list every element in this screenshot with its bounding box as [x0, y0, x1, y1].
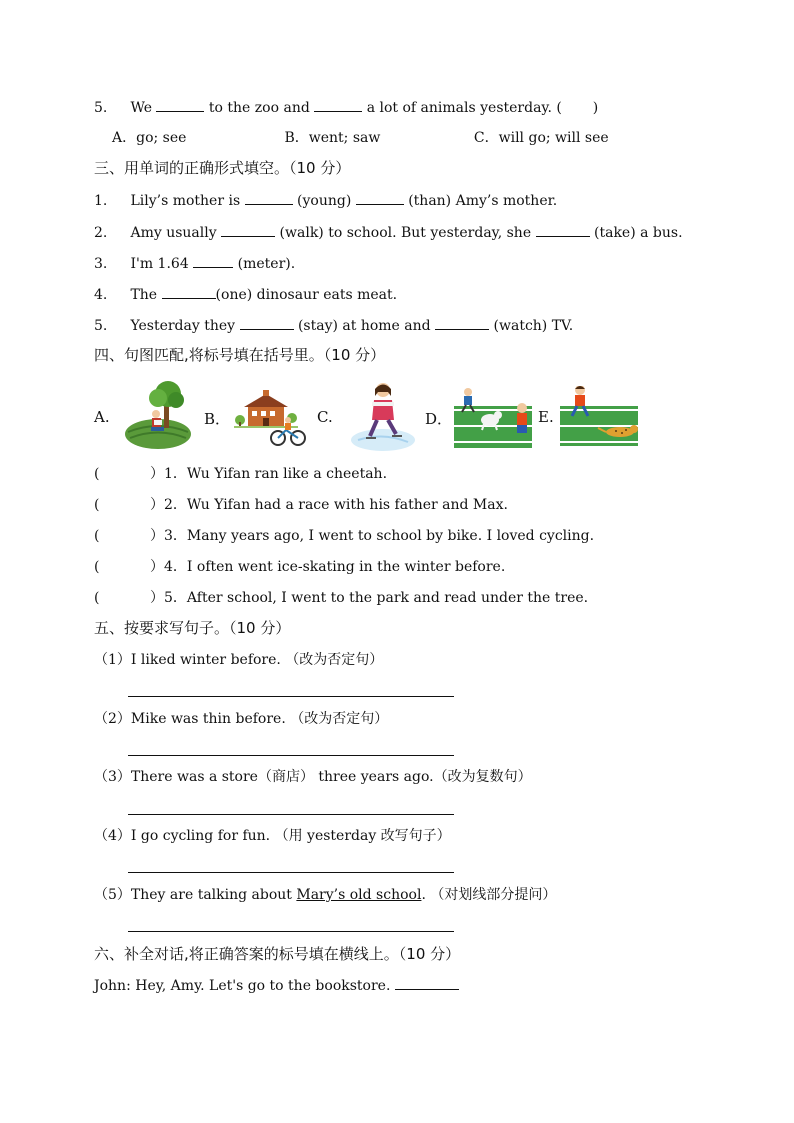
- item-number: ）2．: [150, 497, 187, 513]
- s4-item-1: [94, 464, 387, 484]
- item-text: Wu Yifan had a race with his father and Max.: [186, 497, 508, 513]
- item-number: （2）: [94, 711, 131, 727]
- question-text: to the zoo and: [208, 100, 310, 116]
- item-number: （5）: [94, 887, 131, 903]
- s4-item-4: [94, 557, 505, 577]
- answer-blank[interactable]: [314, 97, 362, 112]
- school-and-bike-icon: [234, 390, 310, 446]
- item-text: (one) dinosaur eats meat.: [215, 287, 398, 303]
- item-text: Mike was thin before. （改为否定句）: [130, 711, 389, 727]
- item-text: I go cycling for fun. （用 yesterday 改写句子）: [130, 828, 451, 844]
- question-text: We: [130, 100, 152, 116]
- item-number: （3）: [94, 769, 131, 785]
- item-text: (young): [297, 193, 352, 209]
- underlined-phrase: Mary’s old school: [296, 887, 422, 903]
- answer-paren[interactable]: (: [94, 590, 100, 606]
- item-number: 4.: [94, 287, 108, 303]
- item-text: Amy usually: [130, 225, 217, 241]
- item-text: (than) Amy’s mother.: [408, 193, 558, 209]
- item-text: (take) a bus.: [594, 225, 683, 241]
- item-text: Many years ago, I went to school by bike. I loved cycling.: [186, 528, 595, 544]
- s3-item-1: [94, 190, 557, 211]
- answer-paren[interactable]: (: [94, 559, 100, 575]
- item-text: (meter).: [237, 256, 296, 272]
- section-3-title: 三、用单词的正确形式填空。（10 分）: [94, 159, 351, 177]
- picture-label-e: E.: [538, 408, 554, 426]
- s5-item-5: [94, 885, 556, 905]
- s5-item-2: [94, 709, 388, 729]
- answer-line[interactable]: [128, 814, 454, 815]
- picture-label-c: C.: [317, 408, 333, 426]
- answer-paren[interactable]: (: [94, 497, 100, 513]
- item-text: (stay) at home and: [297, 318, 431, 334]
- option-b[interactable]: B．went; saw: [284, 130, 381, 146]
- item-text: After school, I went to the park and read under the tree.: [186, 590, 589, 606]
- item-number: 1.: [94, 193, 108, 209]
- s4-item-5: [94, 588, 588, 608]
- item-text: The: [130, 287, 158, 303]
- item-number: 2.: [94, 225, 108, 241]
- option-a[interactable]: A．go; see: [112, 130, 187, 146]
- item-text: Lily’s mother is: [130, 193, 241, 209]
- item-number: ）5．: [150, 590, 187, 606]
- item-text: (watch) TV.: [493, 318, 574, 334]
- item-text: I'm 1.64: [130, 256, 189, 272]
- picture-label-a: A.: [94, 408, 110, 426]
- answer-blank[interactable]: [221, 222, 275, 237]
- answer-blank[interactable]: [240, 315, 294, 330]
- picture-row: [94, 380, 654, 452]
- question-text: ): [592, 100, 599, 116]
- item-text: Yesterday they: [130, 318, 236, 334]
- s3-item-2: [94, 222, 683, 243]
- item-text: Wu Yifan ran like a cheetah.: [186, 466, 388, 482]
- answer-blank[interactable]: [395, 975, 459, 990]
- answer-blank[interactable]: [162, 284, 216, 299]
- item-text: I liked winter before. （改为否定句）: [130, 652, 384, 668]
- item-number: 5.: [94, 318, 108, 334]
- question-number: 5.: [94, 100, 108, 116]
- answer-line[interactable]: [128, 755, 454, 756]
- s5-item-3: [94, 767, 532, 787]
- answer-line[interactable]: [128, 696, 454, 697]
- item-number: （4）: [94, 828, 131, 844]
- item-number: 3.: [94, 256, 108, 272]
- item-text: . （对划线部分提问）: [421, 887, 557, 903]
- item-text: There was a store（商店） three years ago.（改为复数句）: [130, 769, 532, 785]
- boy-racing-cheetah-icon: [560, 386, 638, 448]
- picture-label-d: D．: [425, 410, 453, 428]
- item-number: ）4．: [150, 559, 187, 575]
- s4-item-2: [94, 495, 508, 515]
- answer-line[interactable]: [128, 931, 454, 932]
- s5-item-4: [94, 826, 451, 846]
- picture-label-b: B．: [204, 410, 231, 428]
- answer-line[interactable]: [128, 872, 454, 873]
- section-4-title: 四、句图匹配,将标号填在括号里。（10 分）: [94, 346, 386, 364]
- question-5-options: [112, 128, 609, 148]
- section-5-title: 五、按要求写句子。（10 分）: [94, 619, 291, 637]
- answer-blank[interactable]: [356, 190, 404, 205]
- race-with-father-and-dog-icon: [454, 388, 532, 448]
- item-number: ）1．: [150, 466, 187, 482]
- answer-blank[interactable]: [536, 222, 590, 237]
- item-text: They are talking about: [130, 887, 297, 903]
- answer-blank[interactable]: [156, 97, 204, 112]
- boy-reading-under-tree-icon: [124, 380, 192, 450]
- item-number: ）3．: [150, 528, 187, 544]
- item-number: （1）: [94, 652, 131, 668]
- answer-blank[interactable]: [435, 315, 489, 330]
- s5-item-1: [94, 650, 383, 670]
- answer-paren[interactable]: (: [94, 528, 100, 544]
- s3-item-5: [94, 315, 573, 336]
- dialogue-line-1: [94, 975, 459, 996]
- answer-blank[interactable]: [245, 190, 293, 205]
- s3-item-3: [94, 253, 295, 274]
- girl-ice-skating-icon: [350, 380, 416, 452]
- s4-item-3: [94, 526, 594, 546]
- item-text: I often went ice-skating in the winter before.: [186, 559, 506, 575]
- answer-blank[interactable]: [193, 253, 233, 268]
- question-5: [94, 97, 598, 118]
- dialogue-text: John: Hey, Amy. Let's go to the bookstore.: [94, 978, 391, 994]
- option-c[interactable]: C．will go; will see: [473, 130, 609, 146]
- answer-paren[interactable]: (: [94, 466, 100, 482]
- question-text: a lot of animals yesterday. (: [366, 100, 562, 116]
- s3-item-4: [94, 284, 397, 305]
- section-6-title: 六、补全对话,将正确答案的标号填在横线上。（10 分）: [94, 945, 461, 963]
- item-text: (walk) to school. But yesterday, she: [279, 225, 532, 241]
